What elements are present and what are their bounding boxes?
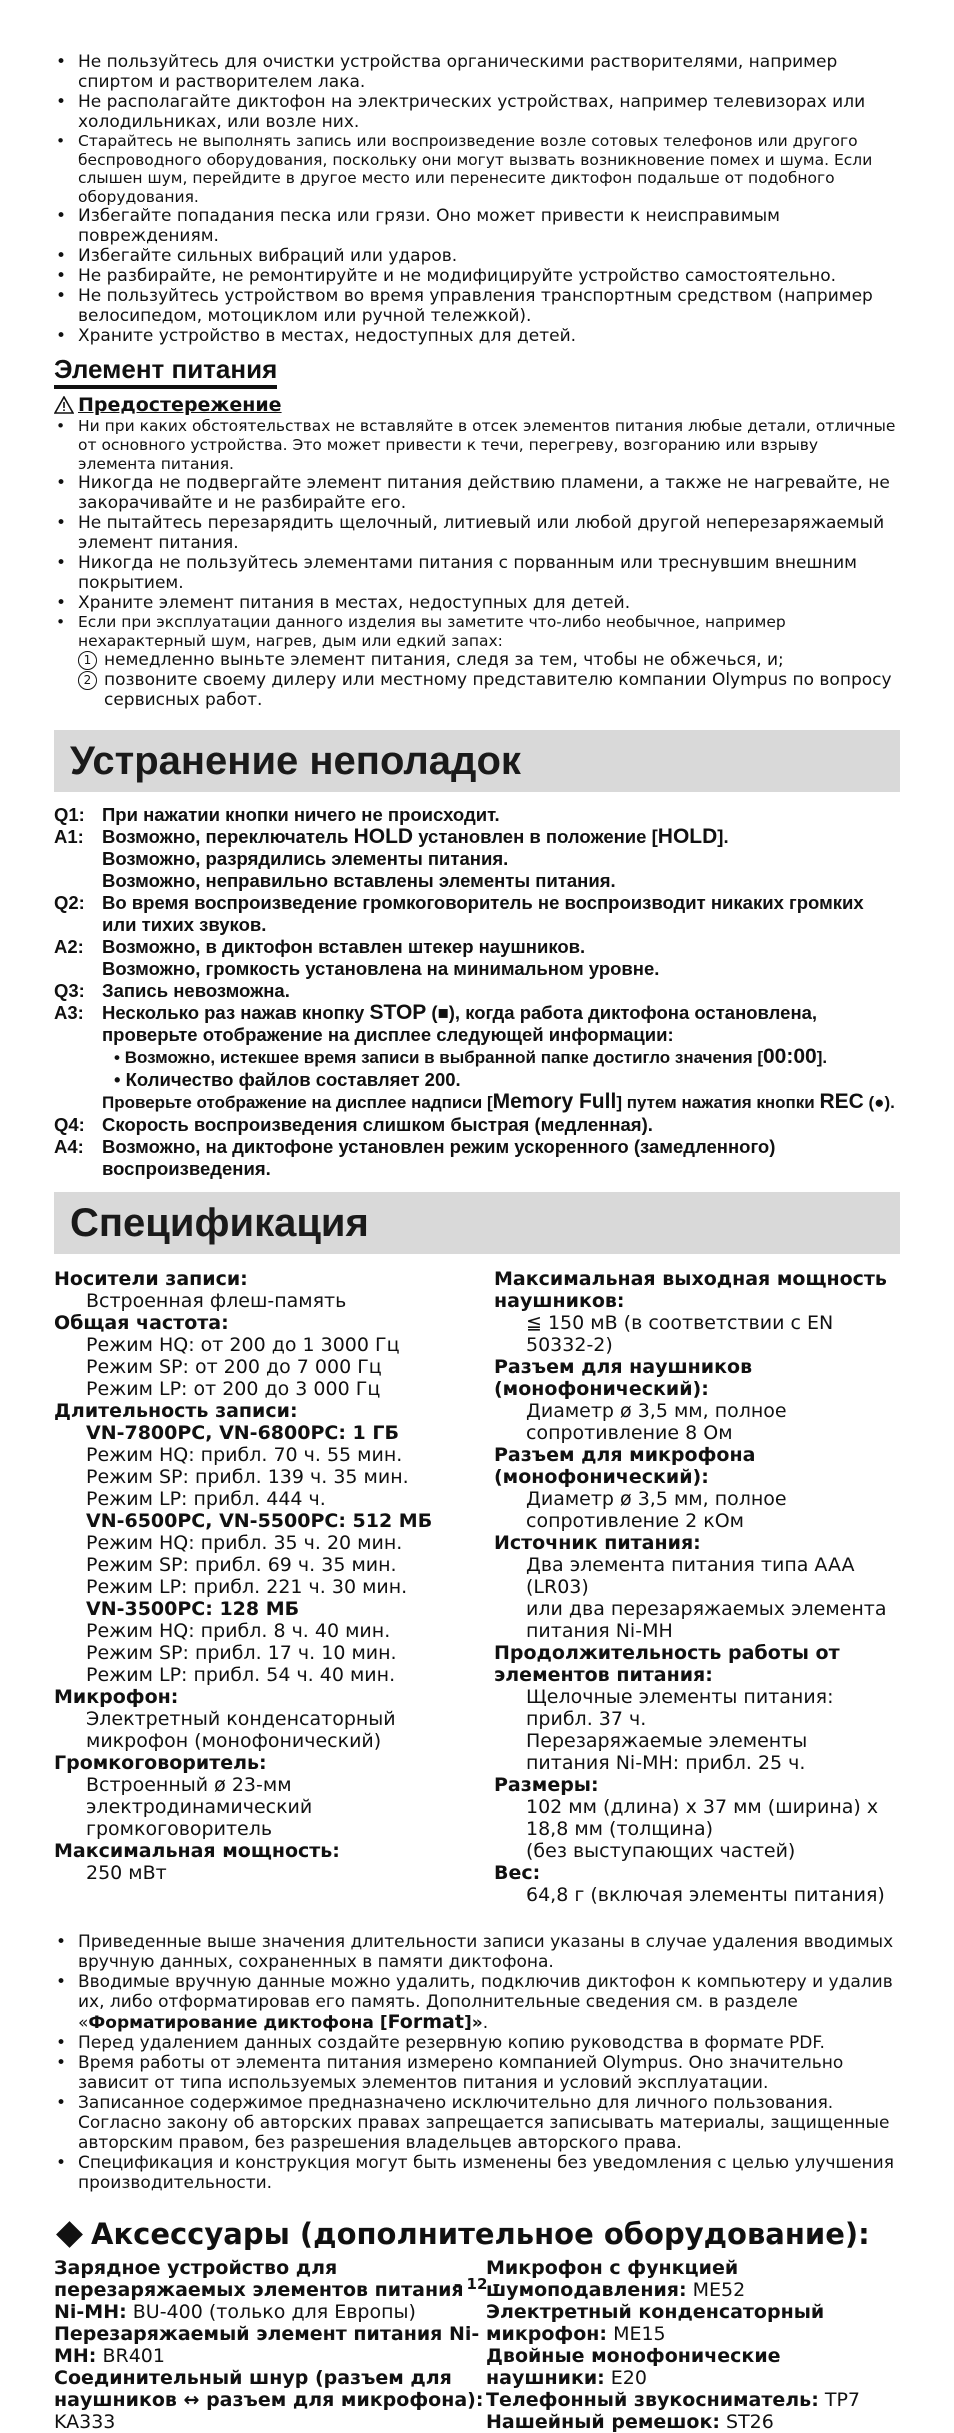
battery-warnings — [54, 417, 900, 650]
spec-value: Режим HQ: прибл. 35 ч. 20 мин. — [86, 1532, 403, 1555]
step-number: 1 — [78, 651, 97, 670]
list-item: • Не пользуйтесь устройством во время управления транспортным средством (например велосипедом, мотоциклом или ручной тележкой). — [54, 286, 900, 326]
battery-section-title: Элемент питания — [54, 354, 277, 389]
warning-triangle-icon — [54, 396, 74, 414]
answer-row: A3: Несколько раз нажав кнопку STOP (■), когда работа диктофона остановлена, проверьте отображение на дисплее следующей информации: • Возможно, истекшее время записи в выбранной папке достигло значения [00:00]. • Количество файлов составляет 200. Проверьте отображение на дисплее надписи [Memory Full] путем нажатия кнопки REC (●). — [54, 1001, 895, 1114]
spec-value: Встроенная флеш-память — [86, 1290, 347, 1313]
spec-value: Диаметр ø 3,5 мм, полное — [526, 1400, 787, 1423]
step-number: 2 — [78, 671, 97, 690]
spec-heading: Продолжительность работы от — [494, 1642, 840, 1665]
spec-heading: (монофонический): — [494, 1466, 709, 1489]
accessory-item: Микрофон с функцией шумоподавления: ME52 — [486, 2257, 746, 2302]
spec-heading: Максимальная выходная мощность — [494, 1268, 887, 1291]
list-item: • Избегайте сильных вибраций или ударов. — [54, 246, 900, 266]
answer-row: A2: Возможно, в диктофон вставлен штекер наушников. Возможно, громкость установлена на минимальном уровне. — [54, 936, 660, 980]
spec-value: Режим HQ: прибл. 70 ч. 55 мин. — [86, 1444, 403, 1467]
question-row: Q2: Во время воспроизведение громкоговоритель не воспроизводит никаких громких или тихих звуков. — [54, 892, 864, 936]
spec-value: Режим LP: прибл. 221 ч. 30 мин. — [86, 1576, 408, 1599]
spec-heading: Разъем для наушников — [494, 1356, 753, 1379]
spec-value: Режим HQ: от 200 до 1 3000 Гц — [86, 1334, 400, 1357]
spec-value: питания Ni-MH — [526, 1620, 673, 1643]
list-item: • Старайтесь не выполнять запись или воспроизведение возле сотовых телефонов или другого беспроводного оборудования, поскольку они могут вызвать возникновение помех и шума. Если слышен шум, перейдите в другое место или перенесите диктофон подальше от подобного оборудования. — [54, 132, 900, 206]
spec-value: 64,8 г (включая элементы питания) — [526, 1884, 885, 1907]
spec-value: Режим LP: прибл. 444 ч. — [86, 1488, 326, 1511]
specs-banner — [54, 1192, 900, 1254]
spec-heading: Носители записи: — [54, 1268, 248, 1291]
accessory-item: Телефонный звукосниматель: TP7 — [486, 2389, 860, 2412]
spec-value: питания Ni-MH: прибл. 25 ч. — [526, 1752, 806, 1775]
step-text: немедленно выньте элемент питания, следя за тем, чтобы не обжечься, и; — [104, 650, 784, 671]
spec-heading: Микрофон: — [54, 1686, 179, 1709]
spec-value: Режим SP: прибл. 17 ч. 10 мин. — [86, 1642, 397, 1665]
list-item: • Время работы от элемента питания измерено компанией Olympus. Оно значительно зависит от типа используемых элементов питания и условий эксплуатации. — [54, 2053, 900, 2093]
spec-heading: Разъем для микрофона — [494, 1444, 756, 1467]
list-item: • Перед удалением данных создайте резервную копию руководства в формате PDF. — [54, 2033, 900, 2053]
spec-heading: Источник питания: — [494, 1532, 701, 1555]
question-row: Q1: При нажатии кнопки ничего не происходит. — [54, 804, 500, 826]
list-item: • Ни при каких обстоятельствах не вставляйте в отсек элементов питания любые детали, отличные от основного устройства. Это может привести к течи, перегреву, возгоранию или взрыву элемента питания. — [54, 417, 900, 473]
accessory-item: Электретный конденсаторный микрофон: ME15 — [486, 2301, 825, 2346]
spec-value: электродинамический громкоговоритель — [86, 1796, 313, 1841]
accessory-item: Нашейный ремешок: ST26 — [486, 2411, 774, 2433]
list-item: • Избегайте попадания песка или грязи. Оно может привести к неисправимым повреждениям. — [54, 206, 900, 246]
list-item: • Храните устройство в местах, недоступных для детей. — [54, 326, 900, 346]
step-text: позвоните своему дилеру или местному представителю компании Olympus по вопросу сервисных работ. — [104, 670, 892, 711]
list-item: • Не разбирайте, не ремонтируйте и не модифицируйте устройство самостоятельно. — [54, 266, 900, 286]
list-item: • Записанное содержимое предназначено исключительно для личного пользования. Согласно закону об авторских правах запрещается записывать материалы, защищенные авторским правом, без разрешения владельцев авторского права. — [54, 2093, 900, 2153]
list-item: • Не пользуйтесь для очистки устройства органическими растворителями, например спиртом и растворителем лака. — [54, 52, 900, 92]
spec-value: Электретный конденсаторный — [86, 1708, 396, 1731]
spec-heading: Размеры: — [494, 1774, 599, 1797]
diamond-icon — [56, 2221, 83, 2248]
spec-heading: Вес: — [494, 1862, 541, 1885]
battery-steps — [54, 650, 900, 710]
spec-value: Щелочные элементы питания: — [526, 1686, 834, 1709]
spec-heading: Громкоговоритель: — [54, 1752, 267, 1775]
spec-value: Режим LP: от 200 до 3 000 Гц — [86, 1378, 381, 1401]
spec-value: ≦ 150 мВ (в соответствии с EN 50332-2) — [526, 1312, 834, 1357]
question-row: Q3: Запись невозможна. — [54, 980, 290, 1002]
accessory-item: Двойные монофонические наушники: E20 — [486, 2345, 781, 2390]
spec-heading: (монофонический): — [494, 1378, 709, 1401]
spec-value: Два элемента питания типа AAA (LR03) — [526, 1554, 855, 1599]
accessories-heading — [54, 2217, 900, 2251]
spec-value: Диаметр ø 3,5 мм, полное — [526, 1488, 787, 1511]
list-item: • Спецификация и конструкция могут быть изменены без уведомления с целью улучшения производительности. — [54, 2153, 900, 2193]
stop-key-label: STOP — [369, 1001, 427, 1025]
accessory-item: Соединительный шнур (разъем для наушников ↔ разъем для микрофона): KA333 — [54, 2367, 484, 2433]
spec-value: сопротивление 2 кОм — [526, 1510, 745, 1533]
spec-heading: Максимальная мощность: — [54, 1840, 340, 1863]
list-item: • Если при эксплуатации данного изделия вы заметите что-либо необычное, например нехарактерный шум, нагрев, дым или едкий запах: — [54, 613, 900, 650]
spec-value: микрофон (монофонический) — [86, 1730, 382, 1753]
spec-value: VN-6500PC, VN-5500PC: 512 МБ — [86, 1510, 433, 1533]
spec-value: 18,8 мм (толщина) — [526, 1818, 714, 1841]
spec-heading: наушников: — [494, 1290, 625, 1313]
spec-heading: Длительность записи: — [54, 1400, 298, 1423]
hold-key-label: HOLD — [353, 825, 414, 849]
question-row: Q4: Скорость воспроизведения слишком быстрая (медленная). — [54, 1114, 653, 1136]
caution-heading — [54, 393, 900, 417]
spec-value: Режим LP: прибл. 54 ч. 40 мин. — [86, 1664, 396, 1687]
safety-list — [54, 52, 900, 346]
answer-row: A4: Возможно, на диктофоне установлен режим ускоренного (замедленного) воспроизведения. — [54, 1136, 776, 1180]
list-item: • Храните элемент питания в местах, недоступных для детей. — [54, 593, 900, 613]
spec-value: или два перезаряжаемых элемента — [526, 1598, 887, 1621]
troubleshooting-title: Устранение неполадок — [70, 738, 521, 783]
spec-value: сопротивление 8 Ом — [526, 1422, 733, 1445]
list-item: • Никогда не пользуйтесь элементами питания с порванным или треснувшим внешним покрытием. — [54, 553, 900, 593]
list-item: • Вводимые вручную данные можно удалить, подключив диктофон к компьютеру и удалив их, либо отформатировав его память. Дополнительные сведения см. в разделе «Форматирование диктофона [Format]». — [54, 1972, 900, 2033]
specs-title: Спецификация — [70, 1200, 369, 1245]
troubleshooting-banner — [54, 730, 900, 792]
specs-column-left — [54, 1268, 494, 1906]
specs-table — [54, 1268, 900, 1906]
spec-heading: Общая частота: — [54, 1312, 229, 1335]
list-item: • Не пытайтесь перезарядить щелочный, литиевый или любой другой неперезаряжаемый элемент питания. — [54, 513, 900, 553]
accessory-item: Перезаряжаемый элемент питания Ni-MH: BR401 — [54, 2323, 480, 2368]
caution-label: Предостережение — [78, 394, 282, 417]
faq-block — [54, 804, 900, 1180]
list-item — [78, 650, 900, 670]
page-number: – 12 – — [453, 2275, 501, 2293]
spec-value: VN-3500PC: 128 МБ — [86, 1598, 300, 1621]
list-item: • Никогда не подвергайте элемент питания действию пламени, а также не нагревайте, не закорачивайте и не разбирайте его. — [54, 473, 900, 513]
spec-value: 102 мм (длина) x 37 мм (ширина) x — [526, 1796, 879, 1819]
spec-value: Режим SP: прибл. 139 ч. 35 мин. — [86, 1466, 409, 1489]
specs-column-right — [494, 1268, 900, 1906]
spec-value: Режим HQ: прибл. 8 ч. 40 мин. — [86, 1620, 391, 1643]
spec-value: VN-7800PC, VN-6800PC: 1 ГБ — [86, 1422, 399, 1445]
spec-value: Режим SP: прибл. 69 ч. 35 мин. — [86, 1554, 397, 1577]
list-item — [78, 670, 900, 710]
spec-value: Перезаряжаемые элементы — [526, 1730, 808, 1753]
list-item: • Не располагайте диктофон на электрических устройствах, например телевизорах или холодильниках, или возле них. — [54, 92, 900, 132]
spec-value: (без выступающих частей) — [526, 1840, 796, 1863]
spec-heading: элементов питания: — [494, 1664, 713, 1687]
spec-value: Режим SP: от 200 до 7 000 Гц — [86, 1356, 382, 1379]
accessory-item: Зарядное устройство для перезаряжаемых элементов питания Ni-MH: BU-400 (только для Европы) — [54, 2257, 464, 2324]
spec-value: 250 мВт — [86, 1862, 167, 1885]
notes-list — [54, 1932, 900, 2193]
spec-value: Встроенный ø 23-мм — [86, 1774, 292, 1797]
answer-row: A1: Возможно, переключатель HOLD установлен в положение [HOLD]. Возможно, разрядились элементы питания. Возможно, неправильно вставлены элементы питания. — [54, 825, 729, 892]
accessories-title: Аксессуары (дополнительное оборудование): — [91, 2217, 870, 2252]
list-item: • Приведенные выше значения длительности записи указаны в случае удаления вводимых вручную данных, сохраненных в памяти диктофона. — [54, 1932, 900, 1972]
spec-value: прибл. 37 ч. — [526, 1708, 647, 1731]
manual-page — [54, 52, 900, 2433]
